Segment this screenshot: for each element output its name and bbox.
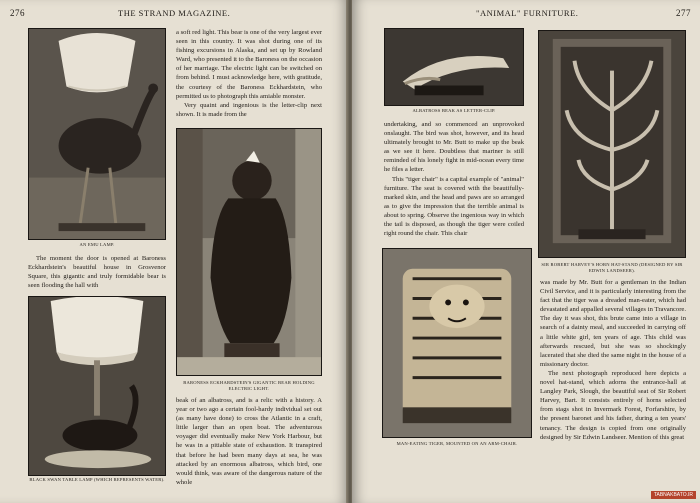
paragraph-albatross: beak of an albatross, and is a relic with a history. A year or two ago a certain fool-hardy individual set out (as many have done) to cross the Atlantic in a craft, little larger than an open boat. The adventurous voyager did eventually make New York Harbour, but he was in a pitiable state of exhaustion. It transpired that before he had been many days at sea, he was attacked by an enormous albatross, which bird, one would think, was aware of the dangerous nature of the whole (176, 397, 322, 486)
text-column-right-middle (384, 120, 524, 238)
paragraph-tiger-chair: This "tiger chair" is a capital example of "animal" furniture. The seat is covered with the beautifully-marked skin, and the head and paws are so arranged as to give the impression that the terrible animal is about to spring. Observe the ingenious way in which the tail is disposed, as though the tiger were coiled right round the chair. This chair (384, 175, 524, 238)
emu-lamp-photo (28, 28, 166, 240)
text-column-top (176, 28, 322, 119)
swan-lamp-photo (28, 296, 166, 476)
hat-stand-photo (538, 30, 686, 258)
left-running-head: THE STRAND MAGAZINE. (118, 8, 231, 18)
bear-photo (176, 128, 322, 376)
paragraph-hat-stand: The next photograph reproduced here depicts a novel hat-stand, which adorns the entrance-hall at Langley Park, Slough, the beautiful seat of Sir Robert Harvey, Bart. It consists entirely of horns selected from stags shot in Invermark Forest, Forfarshire, by the present baronet and his father, during a ten years' tenancy. The design is copied from one originally designed by Sir Edwin Landseer. Mention of this great (540, 369, 686, 441)
caption-tiger-chair: MAN-EATING TIGER, MOUNTED ON AN ARM-CHAIR. (396, 441, 518, 446)
caption-hat-stand: SIR ROBERT HARVEY'S HORN HAT-STAND (DESIGNED BY SIR EDWIN LANDSEER). (541, 262, 683, 274)
watermark-label: TABNAKBATO.IR (651, 491, 696, 499)
paragraph-door: The moment the door is opened at Baroness Eckhardstein's beautiful house in Grosvenor Square, this gigantic and truly formidable bear is seen flooding the hall with (28, 255, 166, 290)
text-column-bottom (176, 396, 322, 487)
tiger-chair-photo (382, 248, 532, 438)
albatross-clip-photo (384, 28, 524, 106)
paragraph-onslaught: undertaking, and so commenced an unprovoked onslaught. The bird was shot, however, and its head ultimately brought to Mr. Butt to make up the beak as we see it here. Doubtless that mariner is still reminded of his lonely fight in mid-ocean every time he files a letter. (384, 121, 524, 174)
caption-albatross-clip: ALBATROSS BEAK AS LETTER-CLIP. (412, 108, 496, 113)
paragraph-letter-clip-intro: Very quaint and ingenious is the letter-clip next shown. It is made from the (176, 101, 322, 118)
left-page-number: 276 (10, 8, 25, 18)
paragraph-bear: a soft red light. This bear is one of the very largest ever seen in this country. It was shot during one of its fishing excursions in Alaska, and set up by Rowland Ward, who presented it to the Baroness on the occasion of her marriage. The electric light can be switched on from behind. I must acknowledge here, with gratitude, the courtesy of the Baroness Eckhardstein, who permitted us to photograph this amiable monster. (176, 29, 322, 100)
caption-bear: BARONESS ECKHARDSTEIN'S GIGANTIC BEAR HOLDING ELECTRIC LIGHT. (183, 380, 315, 392)
text-column-middle (28, 254, 166, 290)
right-page (352, 0, 700, 503)
left-page (0, 0, 348, 503)
right-page-number: 277 (676, 8, 691, 18)
text-column-right (540, 278, 686, 442)
right-running-head: "ANIMAL" FURNITURE. (476, 8, 579, 18)
caption-swan-lamp: BLACK SWAN TABLE LAMP (WHICH REPRESENTS WATER). (29, 477, 165, 482)
paragraph-man-eater: was made by Mr. Butt for a gentleman in the Indian Civil Service, and it is particularly interesting from the fact that the tiger was a dreaded man-eater, which had devastated and appalled several villages in Travancore. The day it was shot, this brute came into a village in search of a dainty meal, and succeeded in carrying off a little white girl, ten years of age. This child was afterwards rescued, but she was so shockingly lacerated that she died the same night in the house of a missionary doctor. (540, 279, 686, 368)
caption-emu-lamp: AN EMU LAMP. (79, 242, 115, 247)
